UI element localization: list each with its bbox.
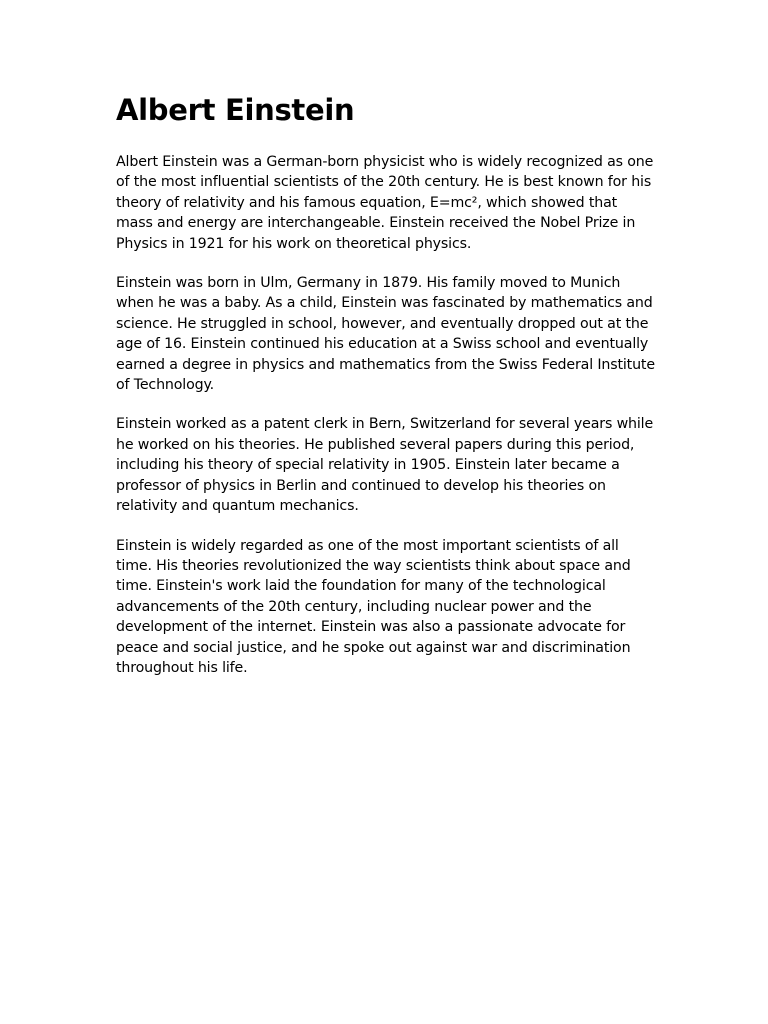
paragraph-legacy: Einstein is widely regarded as one of the most important scientists of all time. His theories revolutionized the way scientists think about space and time. Einstein's work laid the foundation for many of the technological advancements of the 20th century, including nuclear power and the development of the internet. Einstein was also a passionate advocate for peace and social justice, and he spoke out against war and discrimination throughout his life. [116, 537, 631, 676]
paragraph-intro: Albert Einstein was a German-born physicist who is widely recognized as one of the most influential scientists of the 20th century. He is best known for his theory of relativity and his famous equation, E=mc², which showed that mass and energy are interchangeable. Einstein received the Nobel Prize in Physics in 1921 for his work on theoretical physics. [116, 154, 654, 252]
document-title: Albert Einstein [116, 93, 355, 127]
paragraph-career: Einstein worked as a patent clerk in Bern, Switzerland for several years while he worked on his theories. He published several papers during this period, including his theory of special relativity in 1905. Einstein later became a professor of physics in Berlin and continued to develop his theories on relativity and quantum mechanics. [116, 416, 654, 515]
paragraph-early-life: Einstein was born in Ulm, Germany in 1879. His family moved to Munich when he was a baby. As a child, Einstein was fascinated by mathematics and science. He struggled in school, however, and eventually dropped out at the age of 16. Einstein continued his education at a Swiss school and eventually earned a degree in physics and mathematics from the Swiss Federal Institute of Technology. [116, 275, 655, 394]
document-body [116, 88, 656, 697]
